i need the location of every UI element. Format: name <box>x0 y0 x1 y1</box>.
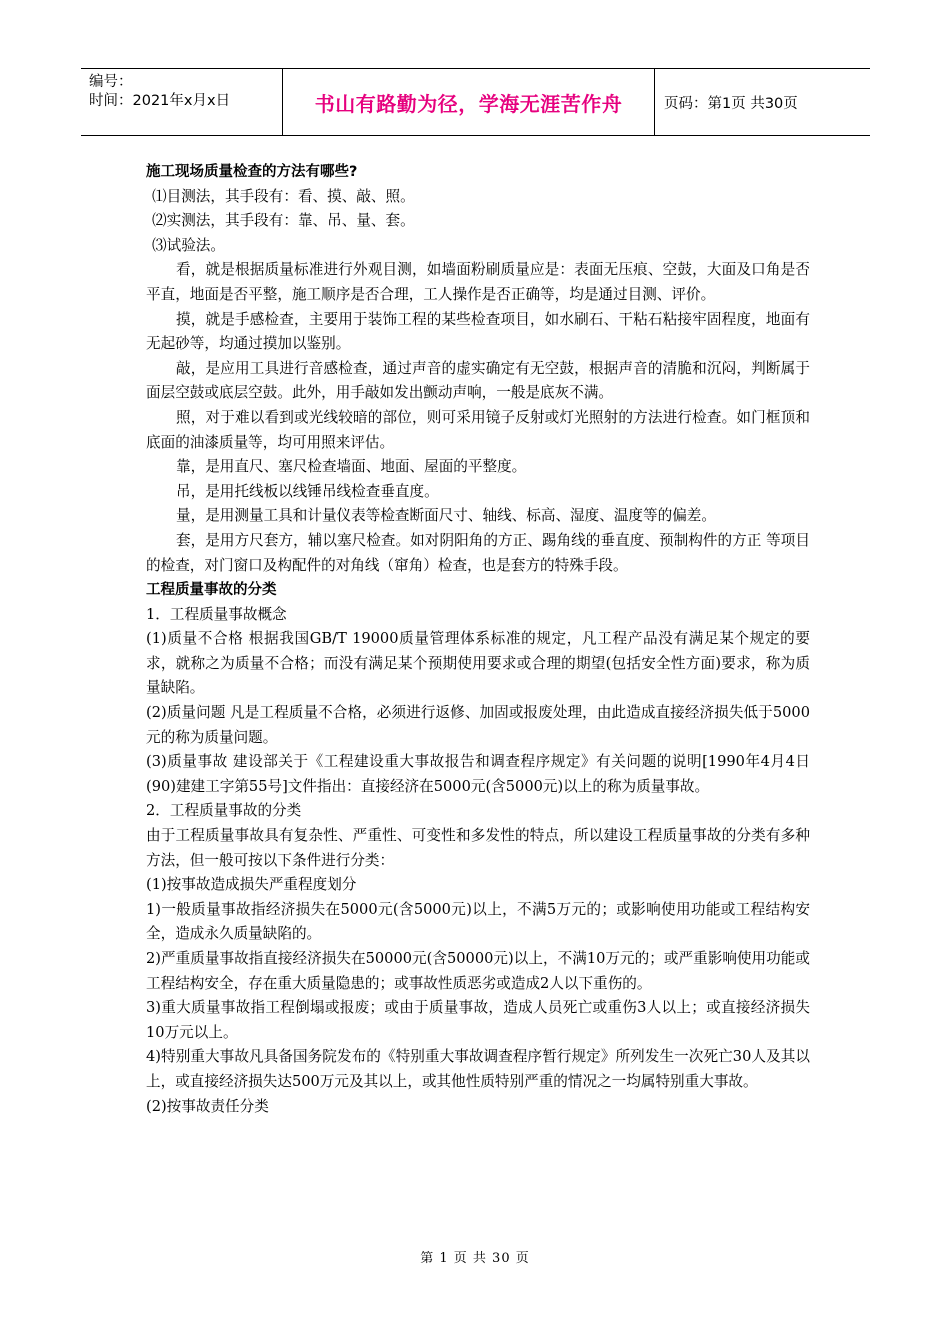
paragraph: (2)按事故责任分类 <box>146 1097 269 1115</box>
paragraph: ⑴目测法，其手段有：看、摸、敲、照。 <box>152 187 415 205</box>
header-page-info: 页码：第1页 共30页 <box>664 95 798 112</box>
paragraph: (1)质量不合格 根据我国GB/T 19000质量管理体系标准的规定，凡工程产品没有满足某个规定的要求，就称之为质量不合格；而没有满足某个预期使用要求或合理的期望(包括安全性方面)要求，称为质量缺陷。 <box>146 630 810 697</box>
paragraph: (1)按事故造成损失严重程度划分 <box>146 876 357 894</box>
document-date: 时间：2021年x月x日 <box>89 93 231 109</box>
paragraph: (3)质量事故 建设部关于《工程建设重大事故报告和调查程序规定》有关问题的说明[1990年4月4日(90)建建工字第55号]文件指出：直接经济在5000元(含5000元)以上的称为质量事故。 <box>146 753 810 795</box>
paragraph: 由于工程质量事故具有复杂性、严重性、可变性和多发性的特点，所以建设工程质量事故的分类有多种方法，但一般可按以下条件进行分类： <box>146 827 810 869</box>
paragraph: 摸，就是手感检查，主要用于装饰工程的某些检查项目，如水刷石、干粘石粘接牢固程度，地面有无起砂等，均通过摸加以鉴别。 <box>146 310 810 353</box>
paragraph: 敲，是应用工具进行音感检查，通过声音的虚实确定有无空鼓，根据声音的清脆和沉闷，判断属于面层空鼓或底层空鼓。此外，用手敲如发出颤动声响，一般是底灰不满。 <box>146 359 810 402</box>
paragraph: 照，对于难以看到或光线较暗的部位，则可采用镜子反射或灯光照射的方法进行检查。如门框顶和底面的油漆质量等，均可用照来评估。 <box>146 408 810 451</box>
paragraph: 2．工程质量事故的分类 <box>146 802 302 820</box>
document-body <box>146 160 810 1119</box>
paragraph: 套，是用方尺套方，辅以塞尺检查。如对阴阳角的方正、踢角线的垂直度、预制构件的方正 等项目的检查，对门窗口及构配件的对角线（窜角）检查，也是套方的特殊手段。 <box>146 531 810 574</box>
paragraph: 1．工程质量事故概念 <box>146 605 287 623</box>
paragraph: 看，就是根据质量标准进行外观目测，如墙面粉刷质量应是：表面无压痕、空鼓，大面及口角是否平直，地面是否平整，施工顺序是否合理，工人操作是否正确等，均是通过目测、评价。 <box>146 261 810 303</box>
header-motto: 书山有路勤为径，学海无涯苦作舟 <box>283 69 655 135</box>
document-number: 编号： <box>89 74 133 90</box>
header-meta <box>81 69 283 135</box>
paragraph: 4)特别重大事故凡具备国务院发布的《特别重大事故调查程序暂行规定》所列发生一次死亡30人及其以上，或直接经济损失达500万元及其以上，或其他性质特别严重的情况之一均属特别重大事故。 <box>146 1048 810 1090</box>
page-header <box>81 68 870 136</box>
paragraph: 量，是用测量工具和计量仪表等检查断面尺寸、轴线、标高、湿度、温度等的偏差。 <box>176 507 716 525</box>
section-heading: 施工现场质量检查的方法有哪些? <box>146 164 358 180</box>
paragraph: 靠，是用直尺、塞尺检查墙面、地面、屋面的平整度。 <box>176 458 527 476</box>
paragraph: ⑶试验法。 <box>152 236 225 254</box>
paragraph: 3)重大质量事故指工程倒塌或报废；或由于质量事故，造成人员死亡或重伤3人以上；或直接经济损失10万元以上。 <box>146 999 810 1041</box>
section-heading: 工程质量事故的分类 <box>146 582 277 599</box>
paragraph: ⑵实测法，其手段有：靠、吊、量、套。 <box>152 212 415 230</box>
paragraph: (2)质量问题 凡是工程质量不合格，必须进行返修、加固或报废处理，由此造成直接经济损失低于5000元的称为质量问题。 <box>146 704 810 746</box>
paragraph: 吊，是用托线板以线锤吊线检查垂直度。 <box>176 482 439 500</box>
paragraph: 2)严重质量事故指直接经济损失在50000元(含50000元)以上，不满10万元的；或严重影响使用功能或工程结构安全，存在重大质量隐患的；或事故性质恶劣或造成2人以下重伤的。 <box>146 950 810 992</box>
paragraph: 1)一般质量事故指经济损失在5000元(含5000元)以上，不满5万元的；或影响使用功能或工程结构安全，造成永久质量缺陷的。 <box>146 900 810 943</box>
page-footer: 第 1 页 共 30 页 <box>420 1251 530 1266</box>
